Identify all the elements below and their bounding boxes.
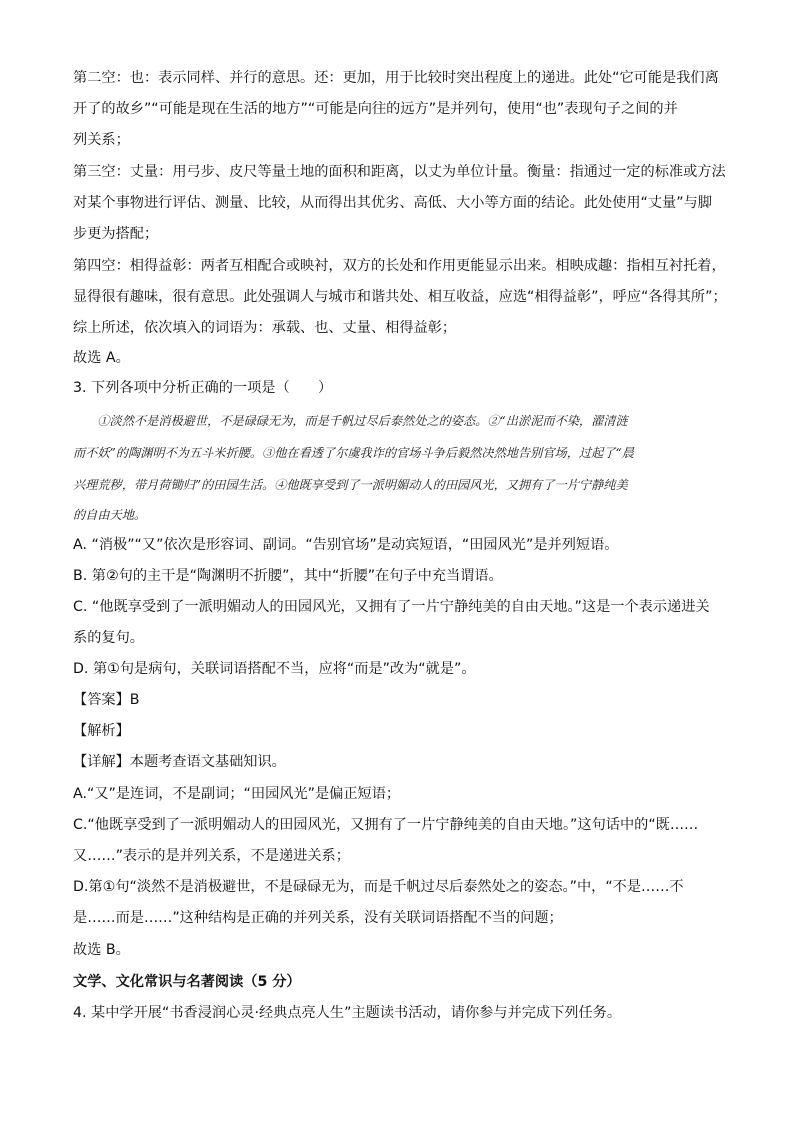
passage-line-2: 而不妖”的陶渊明不为五斗米折腰。③他在看透了尔虞我诈的官场斗争后毅然决然地告别官场，过起了“晨	[73, 446, 634, 460]
option-c-line-1: C. “他既享受到了一派明媚动人的田园风光，又拥有了一片宁静纯美的自由天地。”这是一个表示递进关	[73, 599, 710, 615]
option-c-line-2: 系的复句。	[73, 630, 144, 646]
passage-line-1: ①淡然不是消极避世，不是碌碌无为，而是千帆过尽后泰然处之的姿态。②“出淤泥而不染，濯清涟	[73, 414, 628, 428]
passage-line-3: 兴理荒秽，带月荷锄归”的田园生活。④他既享受到了一派明媚动人的田园风光，又拥有了一片宁静纯美	[73, 478, 628, 492]
analysis-line-5: 对某个事物进行评估、测量、比较，从而得出其优劣、高低、大小等方面的结论。此处使用“丈量”与脚	[73, 195, 712, 211]
explanation-line-4: D.第①句“淡然不是消极避世，不是碌碌无为，而是千帆过尽后泰然处之的姿态。”中，“不是……不	[73, 879, 684, 895]
option-b: B. 第②句的主干是“陶渊明不折腰”，其中“折腰”在句子中充当谓语。	[73, 568, 503, 584]
passage-line-4: 的自由天地。	[73, 508, 147, 522]
explanation-line-5: 是……而是……”这种结构是正确的并列关系，没有关联词语搭配不当的问题；	[73, 910, 563, 926]
analysis-line-4: 第三空：丈量：用弓步、皮尺等量土地的面积和距离，以丈为单位计量。衡量：指通过一定的标准或方法	[73, 164, 726, 180]
analysis-line-1: 第二空：也：表示同样、并行的意思。还：更加，用于比较时突出程度上的递进。此处“它可能是我们离	[73, 70, 719, 86]
explanation-line-2: C.“他既享受到了一派明媚动人的田园风光，又拥有了一片宁静纯美的自由天地。”这句话中的“既……	[73, 817, 699, 833]
analysis-line-7: 第四空：相得益彰：两者互相配合或映衬，双方的长处和作用更能显示出来。相映成趣：指相互衬托着，	[73, 258, 726, 274]
analysis-line-8: 显得很有趣味，很有意思。此处强调人与城市和谐共处、相互收益，应选“相得益彰”，呼应“各得其所”；	[73, 289, 727, 305]
explanation-line-6: 故选 B。	[73, 942, 130, 958]
answer-choice-line: 故选 A。	[73, 350, 130, 366]
analysis-line-2: 开了的故乡”“可能是现在生活的地方”“可能是向往的远方”是并列句，使用“也”表现句子之间的并	[73, 101, 678, 117]
answer-label: 【答案】B	[73, 692, 140, 708]
option-d: D. 第①句是病句，关联词语搭配不当，应将“而是”改为“就是”。	[73, 661, 476, 677]
analysis-line-6: 步更为搭配；	[73, 226, 159, 242]
detail-label: 【详解】本题考查语文基础知识。	[73, 754, 286, 770]
explanation-line-1: A.“又”是连词，不是副词；“田园风光”是偏正短语；	[73, 786, 401, 802]
analysis-line-3: 列关系；	[73, 132, 130, 148]
option-a: A. “消极”“又”依次是形容词、副词。“告别官场”是动宾短语，“田园风光”是并列短语。	[73, 537, 619, 553]
question-4-stem: 4. 某中学开展“书香浸润心灵·经典点亮人生”主题读书活动，请你参与并完成下列任务。	[73, 1005, 622, 1021]
explanation-line-3: 又……”表示的是并列关系，不是递进关系；	[73, 848, 350, 864]
section-heading: 文学、文化常识与名著阅读（5 分）	[73, 974, 301, 990]
question-3-stem: 3. 下列各项中分析正确的一项是（ ）	[73, 380, 333, 396]
analysis-line-9: 综上所述，依次填入的词语为：承载、也、丈量、相得益彰；	[73, 320, 457, 336]
analysis-label: 【解析】	[73, 723, 130, 739]
